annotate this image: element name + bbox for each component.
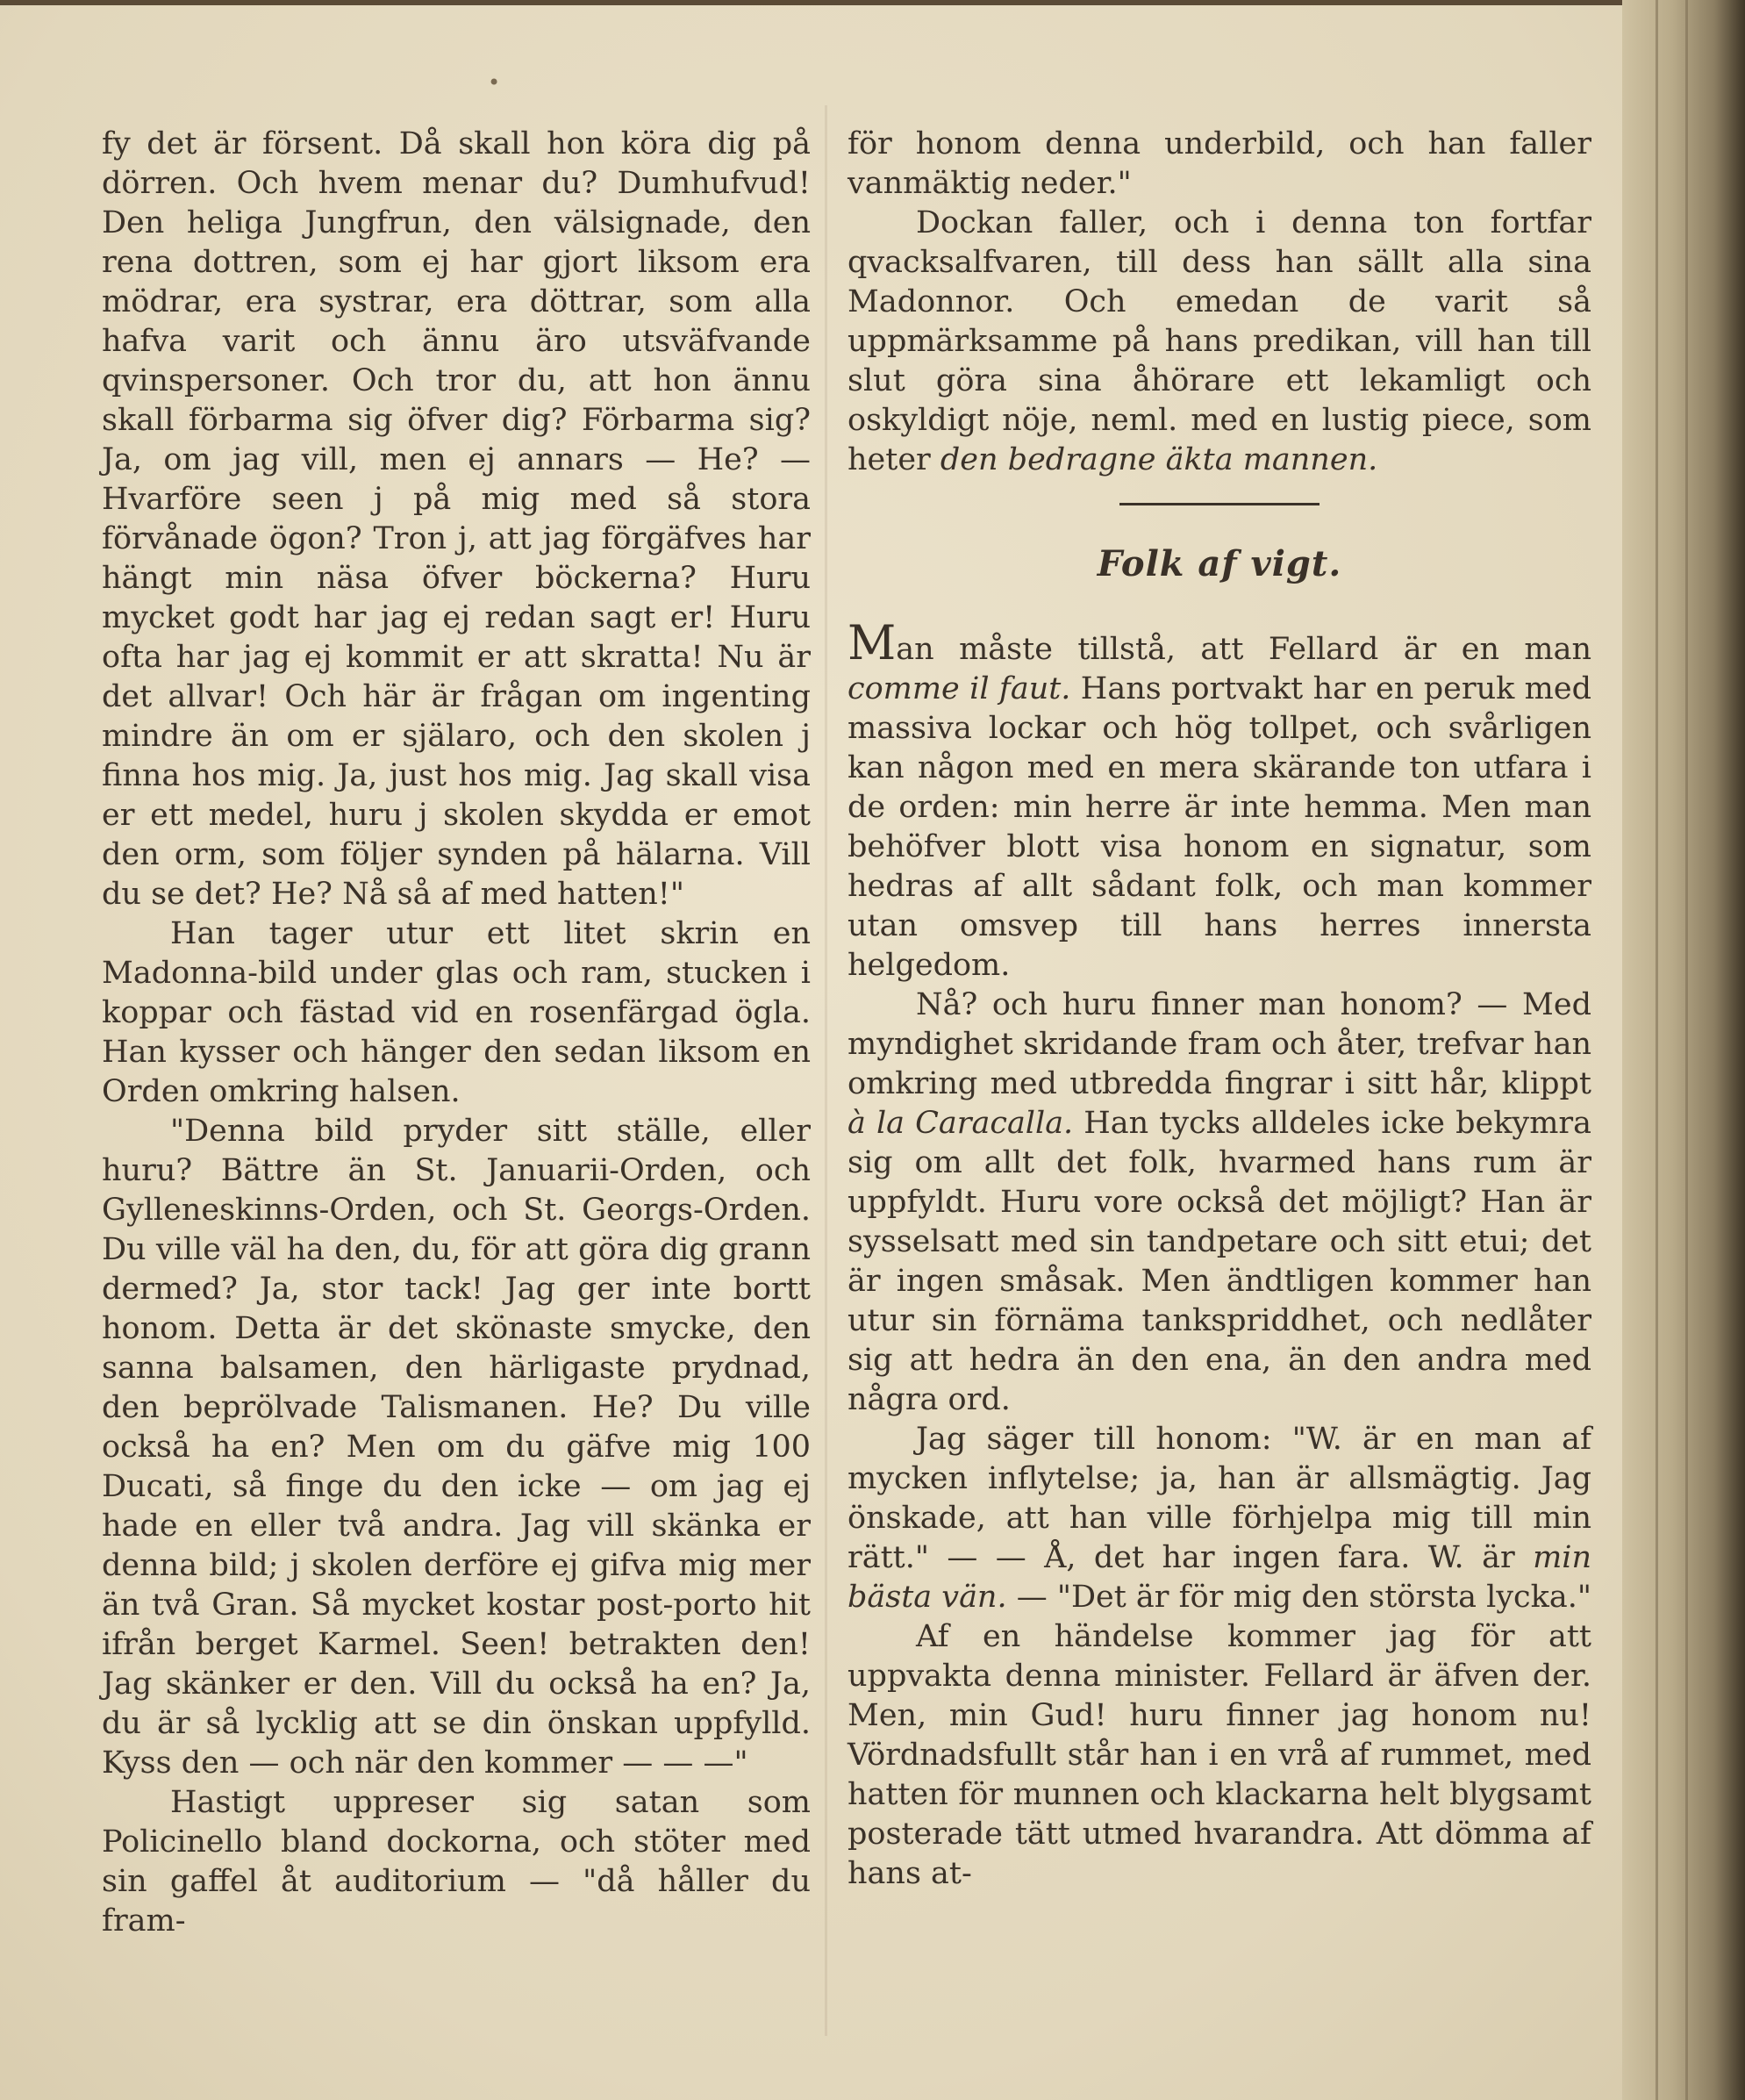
spine-line — [1685, 0, 1688, 2100]
play-title: den bedragne äkta mannen. — [940, 442, 1378, 477]
column-gutter — [825, 105, 827, 2036]
section-title: Folk af vigt. — [1097, 543, 1342, 584]
left-paragraph-4: Hastigt uppreser sig satan som Policinello bland dockorna, och stöter med sin gaffel åt auditorium — "då håller du fram- — [102, 1785, 811, 1939]
right-paragraph-2 — [847, 204, 1591, 480]
section-paragraph-1-tail: Hans portvakt har en peruk med massiva lockar och hög tollpet, och svårligen kan någon med en mera skärande ton utfara i de orden: min herre är inte hemma. Men man behöfver blott visa honom en signatur, som hedras af allt sådant folk, och man kommer utan omsvep till hans herres innersta helgedom. — [847, 671, 1591, 983]
right-paragraph-2-text: Dockan faller, och i denna ton fortfar qvacksalfvaren, till dess han sällt alla sina Madonnor. Och emedan de varit så uppmärksamme på hans predikan, vill han till slut göra sina åhörare ett lekamligt och oskyldigt nöje, neml. med en lustig piece, som heter — [847, 205, 1591, 477]
left-paragraph-3: "Denna bild pryder sitt ställe, eller huru? Bättre än St. Januarii-Orden, och Gylleneskinns-Orden, och St. Georgs-Orden. Du ville väl ha den, du, för att göra dig grann dermed? Ja, stor tack! Jag ger inte bortt honom. Detta är det skönaste smycke, den sanna balsamen, den härligaste prydnad, den beprölvade Talismanen. He? Du ville också ha en? Men om du gäfve mig 100 Ducati, så finge du den icke — om jag ej hade en eller två andra. Jag vill skänka er denna bild; j skolen derföre ej gifva mig mer än två Gran. Så mycket kostar post-porto hit ifrån berget Karmel. Seen! betrakten den! Jag skänker er den. Vill du också ha en? Ja, du är så lycklig att se din önskan uppfylld. Kyss den — och när den kommer — — —" — [102, 1114, 811, 1781]
left-paragraph-2: Han tager utur ett litet skrin en Madonna-bild under glas och ram, stucken i koppar och fästad vid en rosenfärgad ögla. Han kysser och hänger den sedan liksom en Orden omkring halsen. — [102, 916, 811, 1109]
section-paragraph-1 — [847, 615, 1591, 985]
section-paragraph-3 — [847, 1420, 1591, 1617]
right-paragraph-1: för honom denna underbild, och han faller vanmäktig neder." — [847, 126, 1591, 201]
section-paragraph-3-italic: min bästa vän. — [847, 1540, 1591, 1615]
section-divider — [1119, 503, 1319, 505]
right-column — [847, 125, 1591, 1894]
section-paragraph-1-text: an måste tillstå, att Fellard är en man — [896, 632, 1591, 667]
section-paragraph-2-post: Han tycks alldeles icke bekymra sig om allt det folk, hvarmed hans rum är uppfyldt. Huru vore också det möjligt? Han är sysselsatt med sin tandpetare och sitt etui; det är ingen småsak. Men ändtligen kommer han utur sin förnäma tankspriddhet, och nedlåter sig att hedra än den ena, än den andra med några ord. — [847, 1106, 1591, 1417]
section-paragraph-1-italic: comme il faut. — [847, 671, 1071, 706]
section-paragraph-2 — [847, 985, 1591, 1420]
left-column — [102, 125, 811, 1941]
section-paragraph-4: Af en händelse kommer jag för att uppvakta denna minister. Fellard är äfven der. Men, min Gud! huru finner jag honom nu! Vördnadsfullt står han i en vrå af rummet, med hatten för munnen och klackarna helt blygsamt posterade tätt utmed hvarandra. Att dömma af hans at- — [847, 1619, 1591, 1891]
section-paragraph-3-post: — "Det är för mig den största lycka." — [1006, 1580, 1591, 1615]
section-paragraph-2-italic: à la Caracalla. — [847, 1106, 1074, 1141]
drop-cap: M — [847, 615, 897, 670]
top-edge — [0, 0, 1745, 5]
section-paragraph-2-pre: Nå? och huru finner man honom? — Med myndighet skridande fram och åter, trefvar han omkring med utbredda fingrar i sitt hår, klippt — [847, 987, 1591, 1101]
book-spine — [1622, 0, 1745, 2100]
left-paragraph-1: fy det är försent. Då skall hon köra dig på dörren. Och hvem menar du? Dumhufvud! Den heliga Jungfrun, den välsignade, den rena dottren, som ej har gjort liksom era mödrar, era systrar, era döttrar, som alla hafva varit och ännu äro utsväfvande qvinspersoner. Och tror du, att hon ännu skall förbarma sig öfver dig? Förbarma sig? Ja, om jag vill, men ej annars — He? — Hvarföre seen j på mig med så stora förvånade ögon? Tron j, att jag förgäfves har hängt min näsa öfver böckerna? Huru mycket godt har jag ej redan sagt er! Huru ofta har jag ej kommit er att skratta! Nu är det allvar! Och här är frågan om ingenting mindre än om er själaro, och den skolen j finna hos mig. Ja, just hos mig. Jag skall visa er ett medel, huru j skolen skydda er emot den orm, som följer synden på hälarna. Vill du se det? He? Nå så af med hatten!" — [102, 126, 811, 912]
spine-line — [1656, 0, 1658, 2100]
section-paragraph-3-pre: Jag säger till honom: "W. är en man af mycken inflytelse; ja, han är allsmägtig. Jag önskade, att han ville förhjelpa mig till min rätt." — — Å, det har ingen fara. W. är — [847, 1422, 1591, 1575]
page-mark: • — [488, 70, 501, 95]
